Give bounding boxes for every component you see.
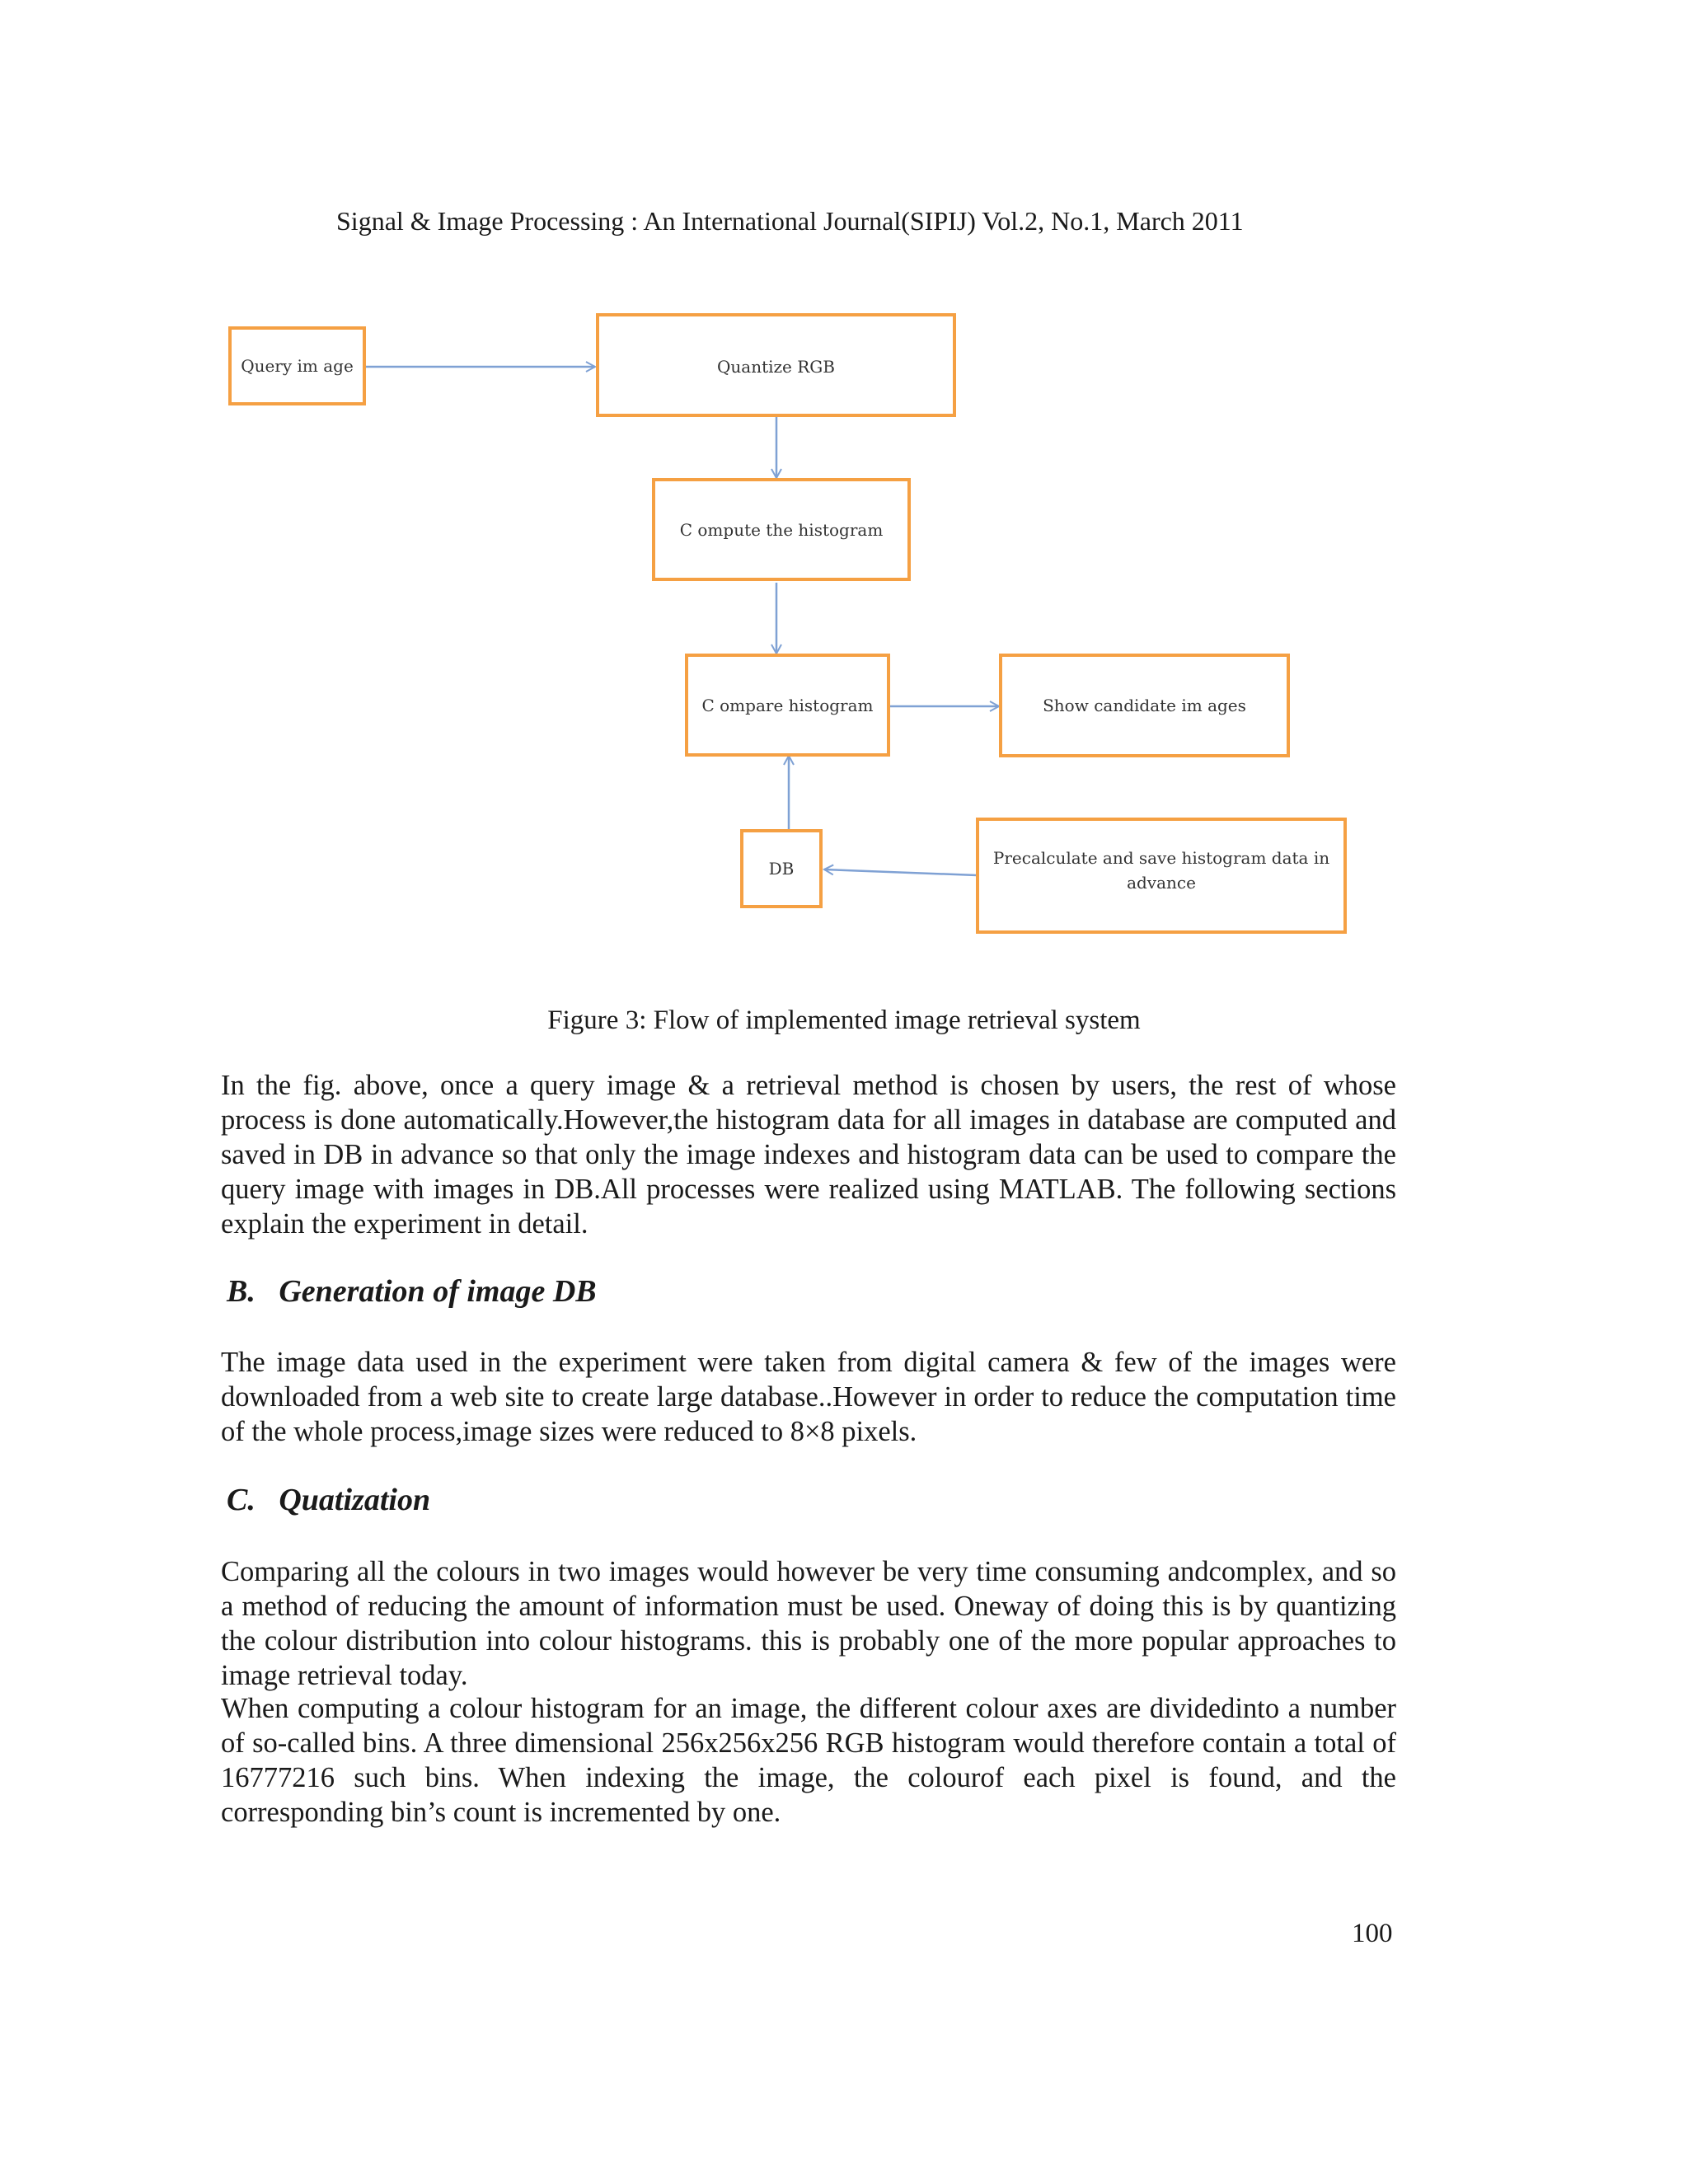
- intro-paragraph: In the fig. above, once a query image & a retrieval method is chosen by users, the rest of whose process is done automatically.However,the histogram data for all images in database are computed and saved in DB in advance so that only the image indexes and histogram data can be used to compare the query image with images in DB.All processes were realized using MATLAB. The following sections explain the experiment in detail.: [221, 1070, 1396, 1240]
- node-precalculate-histogram: [976, 818, 1347, 934]
- node-compare-histogram-label: C ompare histogram: [701, 695, 874, 715]
- node-precalculate-line1: Precalculate and save histogram data in: [992, 848, 1330, 868]
- node-query-image-label: Query im age: [241, 356, 354, 376]
- section-b-heading: B. Generation of image DB: [227, 1274, 597, 1309]
- node-show-candidates-label: Show candidate im ages: [1043, 696, 1246, 715]
- node-quantize-rgb: [596, 313, 956, 417]
- running-header: Signal & Image Processing : An International Journal(SIPIJ) Vol.2, No.1, March 2011: [336, 206, 1244, 236]
- node-quantize-rgb-label: Quantize RGB: [717, 357, 835, 377]
- section-c-heading: C. Quatization: [227, 1483, 431, 1517]
- node-db-label: DB: [768, 859, 795, 879]
- node-compute-histogram-label: C ompute the histogram: [679, 519, 884, 540]
- flowchart-figure: [0, 0, 1688, 989]
- node-show-candidate-images: [999, 654, 1290, 757]
- page-number: 100: [1352, 1919, 1393, 1948]
- node-query-image: [228, 326, 366, 405]
- node-precalculate-line2: advance: [1127, 873, 1196, 893]
- section-b-paragraph: The image data used in the experiment were taken from digital camera & few of the images were downloaded from a web site to create large database..However in order to reduce the computation time of the whole process,image sizes were reduced to 8×8 pixels.: [221, 1347, 1396, 1447]
- figure-caption: Figure 3: Flow of implemented image retrieval system: [547, 1005, 1141, 1035]
- section-c-paragraph-1: Comparing all the colours in two images would however be very time consuming andcomplex, and so a method of reducing the amount of information must be used. Oneway of doing this is by quantizing the colour distribution into colour histograms. this is probably one of the more popular approaches to image retrieval today.: [221, 1556, 1396, 1691]
- node-db: [740, 829, 823, 908]
- node-compute-histogram: [652, 478, 911, 581]
- node-compare-histogram: [685, 654, 890, 757]
- arrow-precalc-to-db: [824, 869, 977, 875]
- section-c-paragraph-2: When computing a colour histogram for an image, the different colour axes are dividedinto a number of so-called bins. A three dimensional 256x256x256 RGB histogram would therefore contain a total of 16777216 such bins. When indexing the image, the colourof each pixel is found, and the corresponding bin’s count is incremented by one.: [221, 1693, 1396, 1828]
